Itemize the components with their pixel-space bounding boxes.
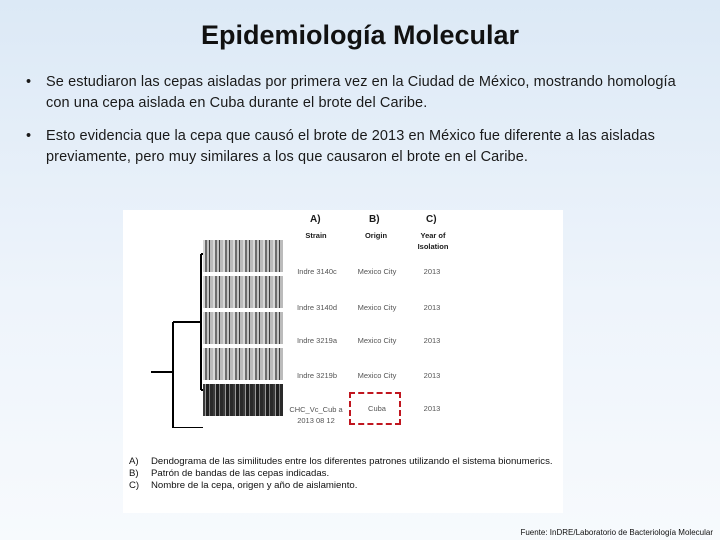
legend-item: [129, 456, 559, 468]
year-cell: 2013: [423, 404, 441, 413]
strain-cell: Indre 3140d: [296, 303, 338, 312]
bullet-item: [26, 72, 702, 114]
gel-lane: [203, 384, 283, 416]
bullet-marker: •: [26, 74, 32, 90]
year-cell: 2013: [423, 267, 441, 276]
bullet-list: [26, 72, 702, 168]
year-cell: 2013: [423, 303, 441, 312]
legend-key: B): [129, 468, 139, 479]
strain-cell: CHC_Vc_Cub a 2013 08 12: [289, 405, 343, 425]
year-cell: 2013: [423, 336, 441, 345]
highlight-box: [349, 392, 401, 425]
legend-text: Patrón de bandas de las cepas indicadas.: [151, 468, 330, 479]
origin-cell: Mexico City: [357, 303, 397, 312]
column-header-strain: Strain: [305, 231, 327, 240]
figure-legend: [129, 456, 559, 492]
strain-cell: Indre 3219a: [296, 336, 338, 345]
bullet-item: [26, 126, 702, 168]
bullet-text: Se estudiaron las cepas aisladas por primera vez en la Ciudad de México, mostrando homología con una cepa aislada en Cuba durante el brote del Caribe.: [46, 74, 676, 111]
bullet-text: Esto evidencia que la cepa que causó el brote de 2013 en México fue diferente a las aisladas previamente, pero muy similares a los que causaron el brote en el Caribe.: [46, 128, 655, 165]
dendrogram: [151, 252, 203, 428]
bullet-marker: •: [26, 128, 32, 144]
legend-key: C): [129, 480, 140, 491]
year-cell: 2013: [423, 371, 441, 380]
gel-lane: [203, 276, 283, 308]
legend-text: Dendograma de las similitudes entre los diferentes patrones utilizando el sistema bionumerics.: [151, 456, 553, 467]
gel-lane: [203, 348, 283, 380]
gel-lane: [203, 240, 283, 272]
origin-cell: Cuba: [368, 404, 386, 413]
legend-item: [129, 468, 559, 480]
strain-cell: Indre 3219b: [296, 371, 338, 380]
legend-text: Nombre de la cepa, origen y año de aislamiento.: [151, 480, 358, 491]
origin-cell: Mexico City: [357, 371, 397, 380]
column-letter-a: A): [310, 214, 321, 225]
column-header-year: Year of Isolation: [417, 231, 449, 251]
legend-key: A): [129, 456, 139, 467]
legend-item: [129, 480, 559, 492]
column-letter-b: B): [369, 214, 380, 225]
gel-band-pattern: [203, 240, 283, 418]
origin-cell: Mexico City: [357, 336, 397, 345]
strain-cell: Indre 3140c: [297, 267, 337, 276]
column-header-origin: Origin: [364, 231, 388, 240]
slide-title: Epidemiología Molecular: [200, 20, 520, 50]
origin-cell: Mexico City: [357, 267, 397, 276]
column-letter-c: C): [426, 214, 437, 225]
pfge-figure: [123, 210, 563, 513]
source-note: Fuente: InDRE/Laboratorio de Bacteriología Molecular: [520, 528, 713, 537]
gel-lane: [203, 312, 283, 344]
